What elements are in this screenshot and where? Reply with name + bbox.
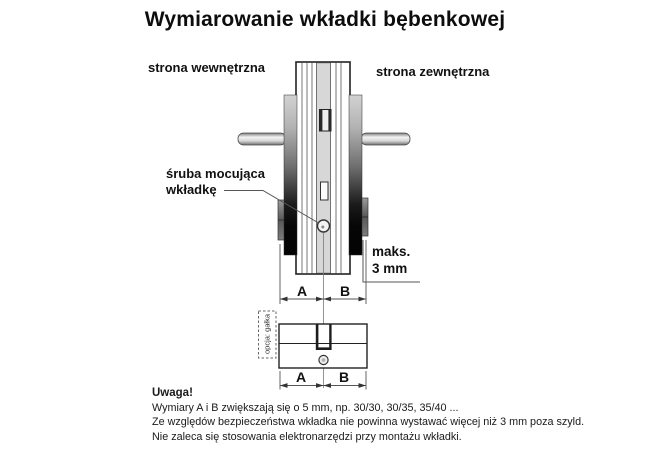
- note-line-1: Wymiary A i B zwiększają się o 5 mm, np. 30/30, 30/35, 35/40 ...: [152, 402, 459, 414]
- dimension-a-bottom: A: [295, 369, 307, 385]
- dimension-a-top: A: [296, 283, 308, 299]
- knob-option-label: opcja: gałka: [262, 313, 272, 355]
- note-line-2: Ze względów bezpieczeństwa wkładka nie powinna wystawać więcej niż 3 mm poza szyld.: [152, 416, 585, 429]
- notes-heading: Uwaga!: [152, 387, 193, 399]
- spindle-right: [361, 133, 410, 145]
- inner-side-label: strona wewnętrzna: [148, 60, 266, 75]
- mounting-screw-label: [166, 166, 265, 197]
- max-protrusion-line1: maks.: [372, 244, 411, 259]
- lower-slot: [321, 182, 329, 200]
- mounting-screw-label-line1: śruba mocująca: [166, 166, 265, 181]
- max-protrusion-line2: 3 mm: [372, 260, 408, 276]
- cylinder-side-view: [259, 311, 368, 368]
- max-protrusion-label: [372, 244, 410, 277]
- dimension-b-bottom: B: [338, 369, 350, 385]
- spindle-left: [238, 133, 286, 145]
- page-title: Wymiarowanie wkładki bębenkowej: [144, 8, 506, 31]
- left-escutcheon: [284, 95, 297, 255]
- dimension-b-top: B: [339, 283, 351, 299]
- note-line-3: Nie zaleca się stosowania elektronarzędzi przy montażu wkładki.: [152, 430, 462, 443]
- mounting-screw-label-line2: wkładkę: [166, 181, 217, 197]
- notes-block: [152, 386, 632, 444]
- outer-side-label: strona zewnętrzna: [376, 64, 490, 79]
- right-escutcheon: [349, 95, 362, 255]
